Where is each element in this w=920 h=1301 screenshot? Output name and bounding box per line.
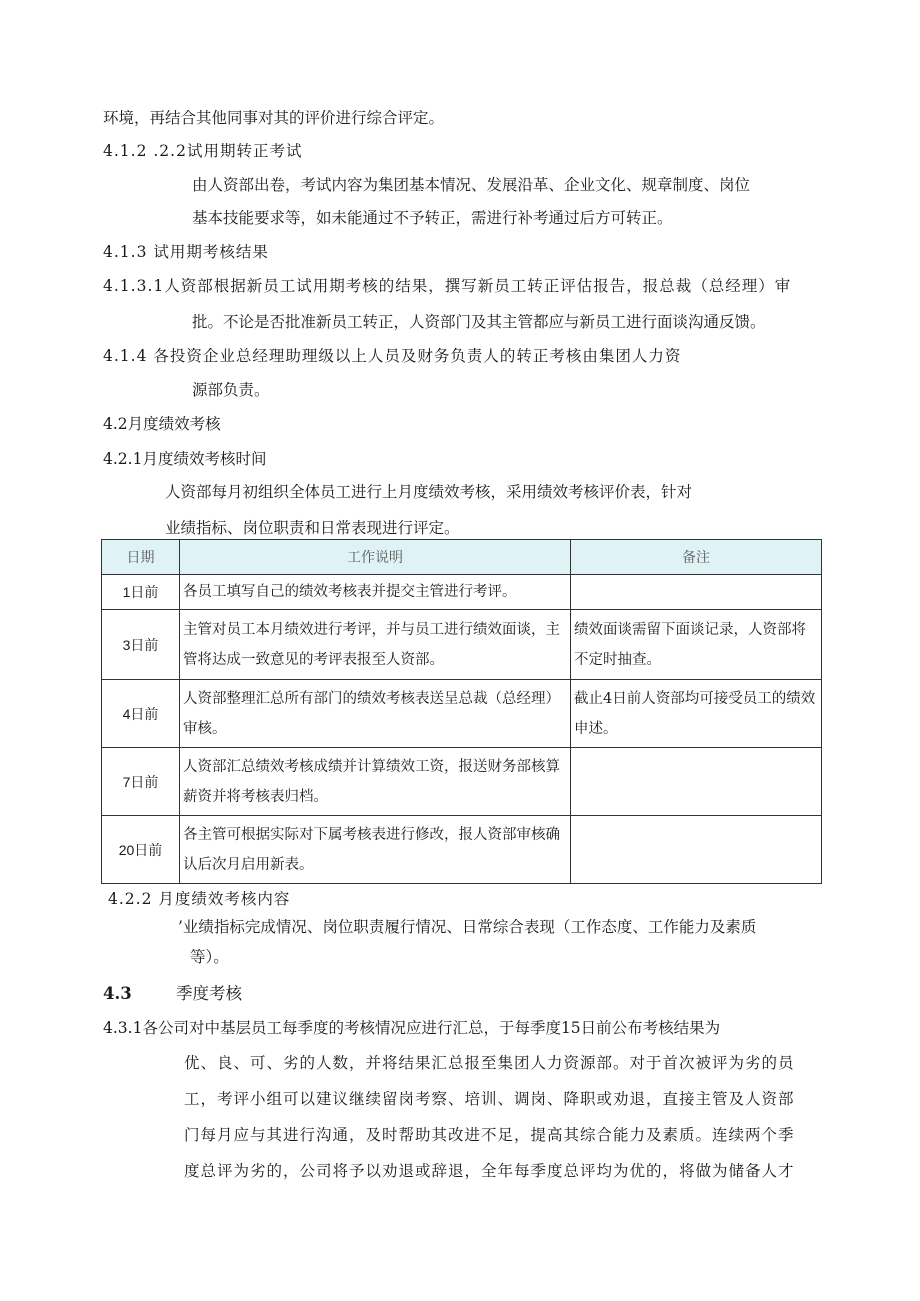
table-row	[102, 748, 822, 816]
table-cell-description: 人资部整理汇总所有部门的绩效考核表送呈总裁（总经理）审核。	[180, 680, 571, 748]
section-number-4-3: 4.3	[103, 984, 132, 1003]
table-row	[102, 816, 822, 884]
section-heading-4-2: 4.2月度绩效考核	[103, 415, 221, 433]
table-cell-note	[571, 748, 822, 816]
paragraph-line: 由人资部出卷，考试内容为集团基本情况、发展沿革、企业文化、规章制度、岗位	[192, 176, 751, 194]
table-cell-date: 7日前	[102, 748, 180, 816]
paragraph-line: 4.1.4 各投资企业总经理助理级以上人员及财务负责人的转正考核由集团人力资	[103, 347, 682, 365]
table-cell-description: 主管对员工本月绩效进行考评，并与员工进行绩效面谈，主管将达成一致意见的考评表报至人资部。	[180, 610, 571, 680]
paragraph-line: 度总评为劣的，公司将予以劝退或辞退，全年每季度总评均为优的，将做为储备人才	[184, 1162, 795, 1180]
table-cell-note	[571, 816, 822, 884]
paragraph-line: 门每月应与其进行沟通，及时帮助其改进不足，提高其综合能力及素质。连续两个季	[184, 1126, 795, 1144]
paragraph-line: 4.1.3.1人资部根据新员工试用期考核的结果，撰写新员工转正评估报告，报总裁（总经理）审	[103, 277, 792, 295]
table-row	[102, 610, 822, 680]
paragraph-line: 环境，再结合其他同事对其的评价进行综合评定。	[103, 109, 445, 127]
table-cell-date: 1日前	[102, 575, 180, 610]
monthly-schedule-table	[101, 539, 822, 884]
section-heading-4-1-3: 4.1.3 试用期考核结果	[103, 243, 269, 261]
paragraph-line: ’业绩指标完成情况、岗位职责履行情况、日常综合表现（工作态度、工作能力及素质	[178, 918, 757, 936]
paragraph-line: 源部负责。	[192, 381, 270, 399]
paragraph-line: 业绩指标、岗位职责和日常表现进行评定。	[165, 519, 460, 537]
paragraph-line: 优、良、可、劣的人数，并将结果汇总报至集团人力资源部。对于首次被评为劣的员	[184, 1054, 795, 1072]
section-heading-4-1-2: 4.1.2 .2.2试用期转正考试	[103, 142, 303, 160]
paragraph-line: 等）。	[190, 948, 229, 966]
section-title-4-3: 季度考核	[176, 984, 242, 1003]
column-header-description: 工作说明	[180, 540, 571, 575]
table-header-row	[102, 540, 822, 575]
table-cell-date: 20日前	[102, 816, 180, 884]
table-cell-note	[571, 575, 822, 610]
table-cell-note: 绩效面谈需留下面谈记录，人资部将不定时抽查。	[571, 610, 822, 680]
paragraph-line: 工，考评小组可以建议继续留岗考察、培训、调岗、降职或劝退，直接主管及人资部	[184, 1090, 795, 1108]
paragraph-line: 批。不论是否批准新员工转正，人资部门及其主管都应与新员工进行面谈沟通反馈。	[192, 313, 766, 331]
table-cell-date: 3日前	[102, 610, 180, 680]
section-heading-4-2-2: 4.2.2 月度绩效考核内容	[108, 890, 291, 908]
column-header-date: 日期	[102, 540, 180, 575]
table-cell-description: 各员工填写自己的绩效考核表并提交主管进行考评。	[180, 575, 571, 610]
table-cell-date: 4日前	[102, 680, 180, 748]
table-cell-description: 各主管可根据实际对下属考核表进行修改，报人资部审核确认后次月启用新表。	[180, 816, 571, 884]
table-row	[102, 680, 822, 748]
paragraph-line: 基本技能要求等，如未能通过不予转正，需进行补考通过后方可转正。	[192, 209, 673, 227]
table-row	[102, 575, 822, 610]
section-heading-4-2-1: 4.2.1月度绩效考核时间	[103, 450, 267, 468]
paragraph-line: 人资部每月初组织全体员工进行上月度绩效考核，采用绩效考核评价表，针对	[165, 483, 693, 501]
paragraph-line: 4.3.1各公司对中基层员工每季度的考核情况应进行汇总，于每季度15日前公布考核结果为	[103, 1019, 721, 1037]
table-cell-description: 人资部汇总绩效考核成绩并计算绩效工资，报送财务部核算薪资并将考核表归档。	[180, 748, 571, 816]
table-cell-note: 截止4日前人资部均可接受员工的绩效申述。	[571, 680, 822, 748]
column-header-note: 备注	[571, 540, 822, 575]
